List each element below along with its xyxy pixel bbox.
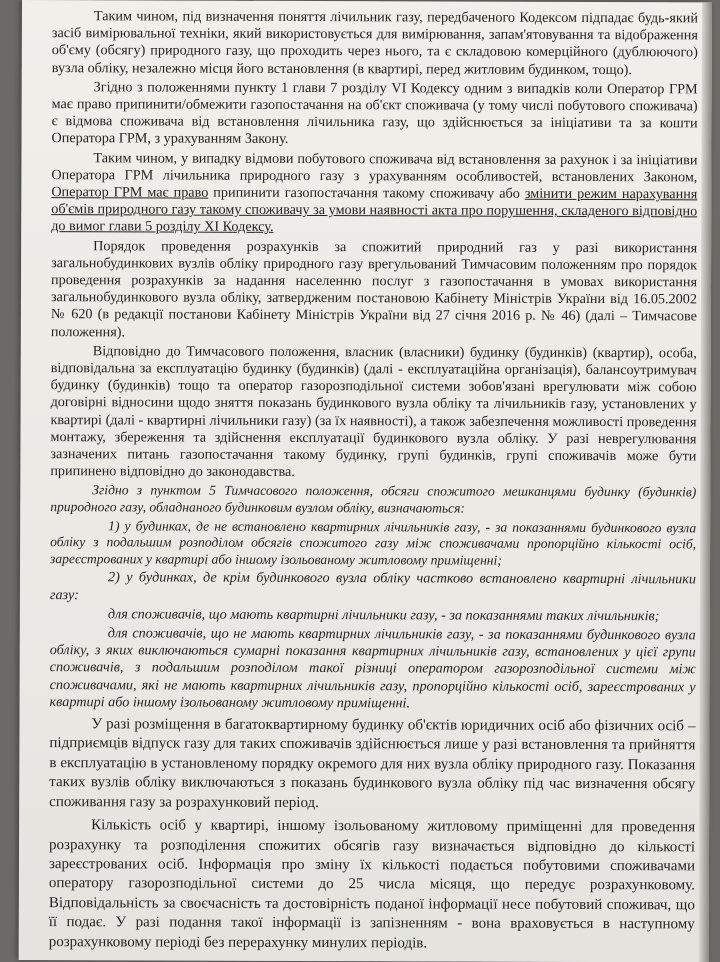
paragraph-legal-entities: У разі розміщення в багатоквартирному будинку об'єктів юридичних осіб або фізичних осіб – підприємців відпуск газу для таких споживачів здійснюється лише у разі встановлення та прийняття в експлуатацію в установленому порядку окремого для них вузла обліку природного газу. Показання таких вузлів обліку виключаються з показань будинкового вузла обліку під час визначення обсягу споживання газу за розрахунковий період. (49, 716, 696, 811)
list-subitem-with-meters: для споживачів, що мають квартирні лічильники газу, - за показаннями таких лічильників; (107, 606, 660, 625)
paragraph-settlement-procedure: Порядок проведення розрахунків за спожитий природний газ у разі використання загальнобудинкових вузлів обліку природного газу врегульований Тимчасовим положенням про порядок проведення розрахунків за надання населенню послуг з газопостачання в умовах використання загальнобудинкового вузла обліку, затвердженим постановою Кабінету Міністрів України від 16.05.2002 № 620 (в редакції постанови Кабінету Міністрів України від 27 січня 2016 р. № 46) (далі – Тимчасове положення). (50, 237, 698, 341)
paragraph-temporary-regulation: Відповідно до Тимчасового положення, власник (власники) будинку (будинків) (квартир), особа, відповідальна за експлуатацію будинку (будинків) (далі - експлуатаційна організація), балансоутримувач будинку (будинків) тощо та оператор газорозподільної системи зобов'язані врегулювати між собою договірні відносини щодо зняття показань будинкового вузла обліку та лічильників газу, установлених у квартирі (далі - квартирні лічильники газу) (за їх наявності), а також забезпечення можливості проведення монтажу, збереження та здійснення експлуатації будинкового вузла обліку. У разі неврегулювання зазначених питань газопостачання такому будинку, групі будинків, групі споживачів може бути припинено відповідно до законодавства. (50, 343, 697, 481)
refusal-underlined-1: Оператор ГРМ має право (51, 184, 209, 201)
page-edge (699, 2, 712, 962)
paragraph-gas-meter-definition: Таким чином, під визначення поняття лічильник газу, передбаченого Кодексом підпадає будь-який засіб вимірювальної техніки, який використовується для вимірювання, запам'ятовування та відображення об'єму (обсягу) природного газу, що проходить через нього, та є складовою комерційного (дублюючого) вузла обліку, незалежно місця його встановлення (в квартирі, перед житловим будинком, тощо). (51, 8, 698, 78)
list-item-2: 2) у будинках, де крім будинкового вузла обліку частково встановлено квартирні лічильники газу: (49, 569, 697, 603)
refusal-underlined-2: змінити режим нарахування об'ємів природного газу такому споживачу за умови наявності акта про порушення, складеного відповідно до вимог глави 5 розділу XI Кодексу. (51, 185, 698, 236)
document-page (19, 0, 712, 962)
list-item-1: 1) у будинках, де не встановлено квартирних лічильників газу, - за показаннями будинкового вузла обліку з подальшим розподілом обсягів спожитого газу між споживачами пропорційно кількості осіб, зареєстрованих у квартирі або іншому ізольованому житловому приміщенні; (50, 517, 697, 568)
refusal-text-2: припинити газопостачання такому споживачу або (208, 184, 525, 202)
paragraph-point-5: Згідно з пунктом 5 Тимчасового положення, обсяги спожитого мешканцями будинку (будинків) природного газу, обладнаного будинковим вузлом обліку, визначаються: (50, 482, 697, 516)
paragraph-number-of-persons: Кількість осіб у квартирі, іншому ізольованому житловому приміщенні для проведення розрахунку та розподілення спожитих обсягів газу визначається відповідно до кількості зареєстрованих осіб. Інформація про зміну їх кількості подається побутовими споживачами оператору газорозподільної системи до 25 числа місяця, що передує розрахунковому. Відповідальність за своєчасність та достовірність поданої інформації несе побутовий споживач, що її подає. У разі подання такої інформації із запізненням - вона враховується в наступному розрахунковому періоді без перерахунку минулих періодів. (48, 817, 696, 951)
paragraph-operator-right: Згідно з положеннями пункту 1 глави 7 розділу VI Кодексу одним з випадків коли Оператор ГРМ має право припинити/обмежити газопостачання на об'єкт споживача (у тому числі побутового споживача) є відмова споживача від встановлення лічильника газу, що здійснюється за ініціативи та за кошти Оператора ГРМ, з урахуванням Закону. (51, 79, 698, 148)
paragraph-refusal-consequence (51, 150, 697, 238)
document-text (49, 8, 698, 956)
list-subitem-without-meters: для споживачів, що не мають квартирних лічильників газу, - за показаннями будинкового вузла обліку, з яких виключаються сумарні показання квартирних лічильників газу, встановлених у цієї групи споживачів, з подальшим розподілом такої різниці оператором газорозподільної системи між споживачами, які не мають квартирних лічильників газу, пропорційно кількості осіб, зареєстрованих у квартирі або іншому ізольованому житловому приміщенні. (49, 625, 696, 712)
refusal-text-1: Таким чином, у випадку відмови побутового споживача від встановлення за рахунок і за ініціативи Оператора ГРМ лічильника природного газу з урахуванням особливостей, встановлених Законом, (51, 149, 698, 186)
